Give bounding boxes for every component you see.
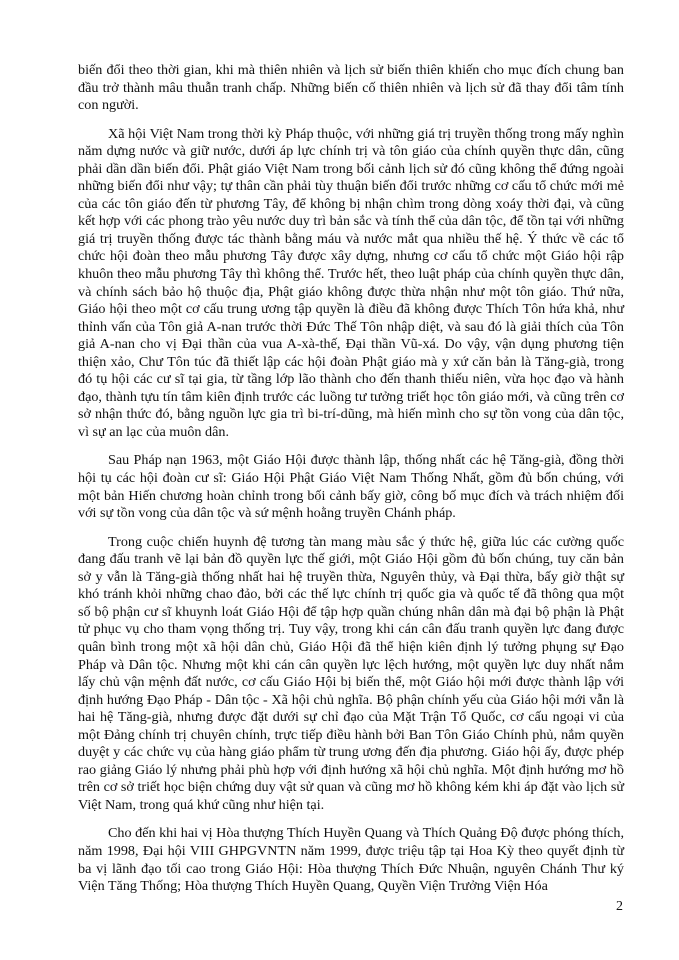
paragraph-1: biến đổi theo thời gian, khi mà thiên nhiên và lịch sử biến thiên khiến cho mục đích chung ban đầu trở thành mâu thuẫn tranh chấp. Những biến cố thiên nhiên và lịch sử đã thay đổi tâm tính con người.: [78, 62, 624, 114]
page-number: 2: [616, 899, 623, 914]
paragraph-3: Sau Pháp nạn 1963, một Giáo Hội được thành lập, thống nhất các hệ Tăng-già, đồng thời hội tụ các hội đoàn cư sĩ: Giáo Hội Phật Giáo Việt Nam Thống Nhất, gồm đủ bốn chúng, với một bản Hiến chương hoàn chỉnh trong bối cảnh bấy giờ, công bố mục đích và trách nhiệm đối với sự tồn vong của dân tộc và sứ mệnh hoằng truyền Chánh pháp.: [78, 452, 624, 522]
paragraph-2: Xã hội Việt Nam trong thời kỳ Pháp thuộc, với những giá trị truyền thống trong mấy nghìn năm dựng nước và giữ nước, dưới áp lực chính trị và tôn giáo của chính quyền thực dân, cũng phải dần dần biến đổi. Phật giáo Việt Nam trong bối cảnh lịch sử đó cũng không thể đứng ngoài những biến đổi như vậy; tự thân cần phải tùy thuận biến đổi trước những cơ cấu tổ chức mới mẻ của các tôn giáo đến từ phương Tây, để không bị nhận chìm trong dòng xoáy thời đại, và cũng kết hợp với các phong trào yêu nước duy trì bản sắc và tính thể của dân tộc, để tồn tại với những giá trị truyền thống được tác thành bằng máu và nước mắt qua nhiều thế hệ. Ý thức về các tổ chức hội đoàn theo mẫu phương Tây được xây dựng, nhưng cơ cấu tổ chức một Giáo hội rập khuôn theo mẫu phương Tây thì không thể. Trước hết, theo luật pháp của chính quyền thực dân, và chính sách bảo hộ thuộc địa, Phật giáo không được thừa nhận như một tôn giáo. Thứ nữa, Giáo hội theo một cơ cấu trung ương tập quyền là điều đã không được Thích Tôn hứa khả, như thỉnh vấn của Tôn giả A-nan trước thời Đức Thế Tôn nhập diệt, và sau đó là giải thích của Tôn giả A-nan cho vị Đại thần của vua A-xà-thế, Đại thần Vũ-xá. Do vậy, vận dụng phương tiện thiện xảo, Chư Tôn túc đã thiết lập các hội đoàn Phật giáo mà y xứ căn bản là Tăng-già, trong đó tụ hội các cư sĩ tại gia, từ tầng lớp lão thành cho đến thanh thiếu niên, vừa học đạo và hành đạo, thành tựu tín tâm kiên định trước các luồng tư tưởng triết học tôn giáo mới, và cũng trên cơ sở nhận thức đó, bằng nguồn lực gia trì bi-trí-dũng, mà hiến mình cho sự tồn vong của dân tộc, vì sự an lạc của muôn dân.: [78, 125, 624, 440]
document-page: [78, 62, 624, 907]
paragraph-5: Cho đến khi hai vị Hòa thượng Thích Huyền Quang và Thích Quảng Độ được phóng thích, năm 1998, Đại hội VIII GHPGVNTN năm 1999, được triệu tập tại Hoa Kỳ theo quyết định từ ba vị lãnh đạo tối cao trong Giáo Hội: Hòa thượng Thích Đức Nhuận, nguyên Chánh Thư ký Viện Tăng Thống; Hòa thượng Thích Huyền Quang, Quyền Viện Trưởng Viện Hóa: [78, 825, 624, 895]
paragraph-4: Trong cuộc chiến huynh đệ tương tàn mang màu sắc ý thức hệ, giữa lúc các cường quốc đang đấu tranh vẽ lại bản đồ quyền lực thế giới, một Giáo Hội gồm đủ bốn chúng, tuy căn bản sở y vẫn là Tăng-già thống nhất hai hệ truyền thừa, Nguyên thủy, và Đại thừa, bấy giờ thật sự khó tránh khỏi những chao đảo, bởi các thế lực chính trị quốc gia và quốc tế đã thông qua một số bộ phận cư sĩ khuynh loát Giáo Hội để tập hợp quần chúng nhân dân mà đại bộ phận là Phật tử phục vụ cho tham vọng thống trị. Tuy vậy, trong khi cán cân đấu tranh quyền lực đang được quân bình trong một xã hội dân chủ, Giáo Hội đã thể hiện kiên định lý tưởng phụng sự Đạo Pháp và Dân tộc. Nhưng một khi cán cân quyền lực lệch hướng, một quyền lực duy nhất nắm lấy chủ vận mệnh đất nước, cơ cấu Giáo Hội bị biến thể, một Giáo hội mới được thành lập với định hướng Đạo Pháp - Dân tộc - Xã hội chủ nghĩa. Bộ phận chính yếu của Giáo hội mới vẫn là hai hệ Tăng-già, nhưng được đặt dưới sự chỉ đạo của Mặt Trận Tổ Quốc, cơ cấu ngoại vi của một Đảng chính trị chuyên chính, trực tiếp điều hành bởi Ban Tôn Giáo Chính phủ, nắm quyền duyệt y các chức vụ của hàng giáo phẩm từ trung ương đến địa phương. Giáo hội ấy, được phép rao giảng Giáo lý nhưng phải phù hợp với định hướng xã hội chủ nghĩa. Một định hướng mơ hồ trên cơ sở triết học biện chứng duy vật sử quan và cũng mơ hồ không kém khi áp đặt vào lịch sử Việt Nam, trong quá khứ cũng như hiện tại.: [78, 533, 624, 813]
